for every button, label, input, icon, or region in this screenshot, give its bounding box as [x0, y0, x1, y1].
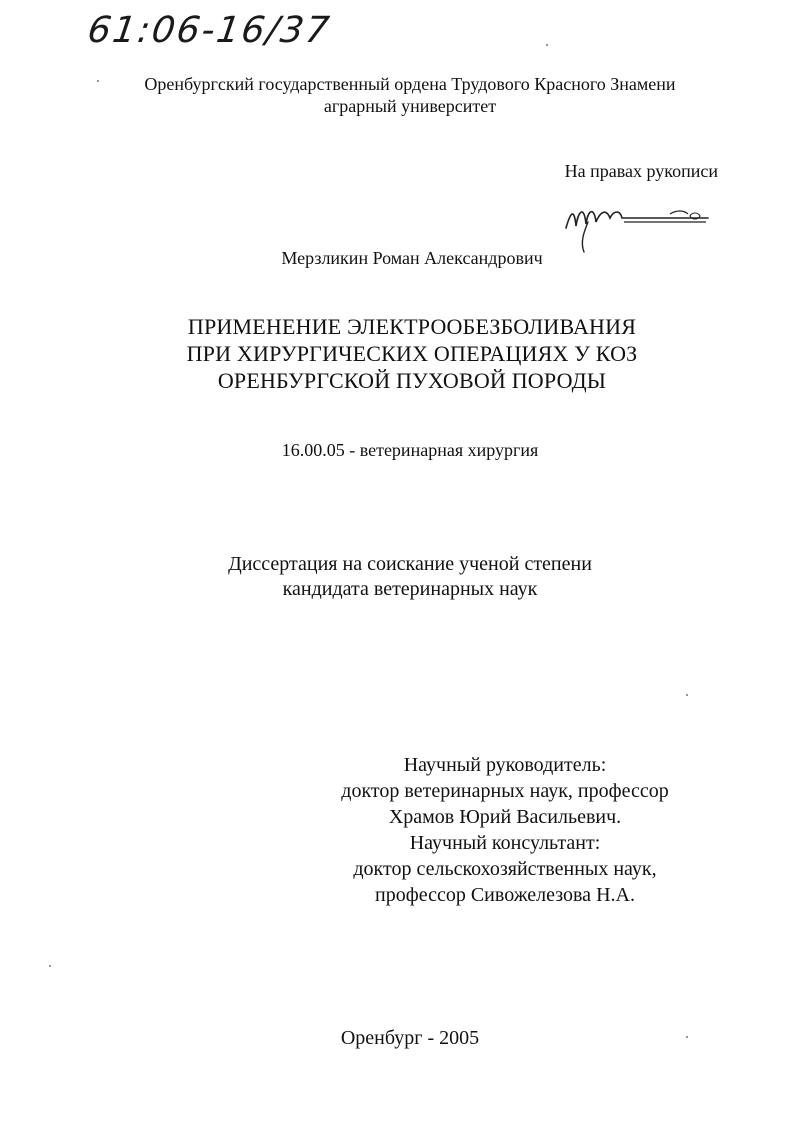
- consultant-title: доктор сельскохозяйственных наук,: [353, 858, 657, 880]
- supervisor-name: Храмов Юрий Васильевич.: [388, 806, 622, 828]
- scan-speck: [49, 965, 51, 967]
- specialty-code: 16.00.05 - ветеринарная хирургия: [281, 440, 539, 460]
- university-line-1: Оренбургский государственный ордена Трудового Красного Знамени: [144, 74, 676, 94]
- degree-block: [0, 552, 794, 602]
- consultant-name: профессор Сивожелезова Н.А.: [375, 884, 635, 906]
- scan-speck: [686, 694, 688, 696]
- degree-line-1: Диссертация на соискание ученой степени: [228, 553, 592, 575]
- author-name: Мерзликин Роман Александрович: [281, 248, 543, 268]
- university-line-2: аграрный университет: [323, 96, 497, 116]
- scan-speck: [546, 44, 548, 46]
- supervisor-title: доктор ветеринарных наук, профессор: [341, 780, 669, 802]
- title-line-3: ОРЕНБУРГСКОЙ ПУХОВОЙ ПОРОДЫ: [217, 368, 607, 393]
- degree-line-2: кандидата ветеринарных наук: [282, 578, 538, 600]
- handwritten-archive-code: 61:06-16/37: [85, 10, 334, 51]
- university-block: [0, 73, 794, 117]
- signature-icon: [558, 196, 730, 256]
- manuscript-rights-note: На правах рукописи: [564, 161, 718, 181]
- scan-speck: [97, 80, 99, 82]
- supervisors-block: [300, 752, 710, 908]
- title-line-2: ПРИ ХИРУРГИЧЕСКИХ ОПЕРАЦИЯХ У КОЗ: [186, 341, 638, 366]
- city-year: Оренбург - 2005: [340, 1027, 480, 1049]
- scan-speck: [686, 1036, 688, 1038]
- title-line-1: ПРИМЕНЕНИЕ ЭЛЕКТРООБЕЗБОЛИВАНИЯ: [187, 314, 637, 339]
- dissertation-title: [0, 313, 794, 394]
- supervisor-heading: Научный руководитель:: [403, 754, 607, 776]
- consultant-heading: Научный консультант:: [409, 832, 601, 854]
